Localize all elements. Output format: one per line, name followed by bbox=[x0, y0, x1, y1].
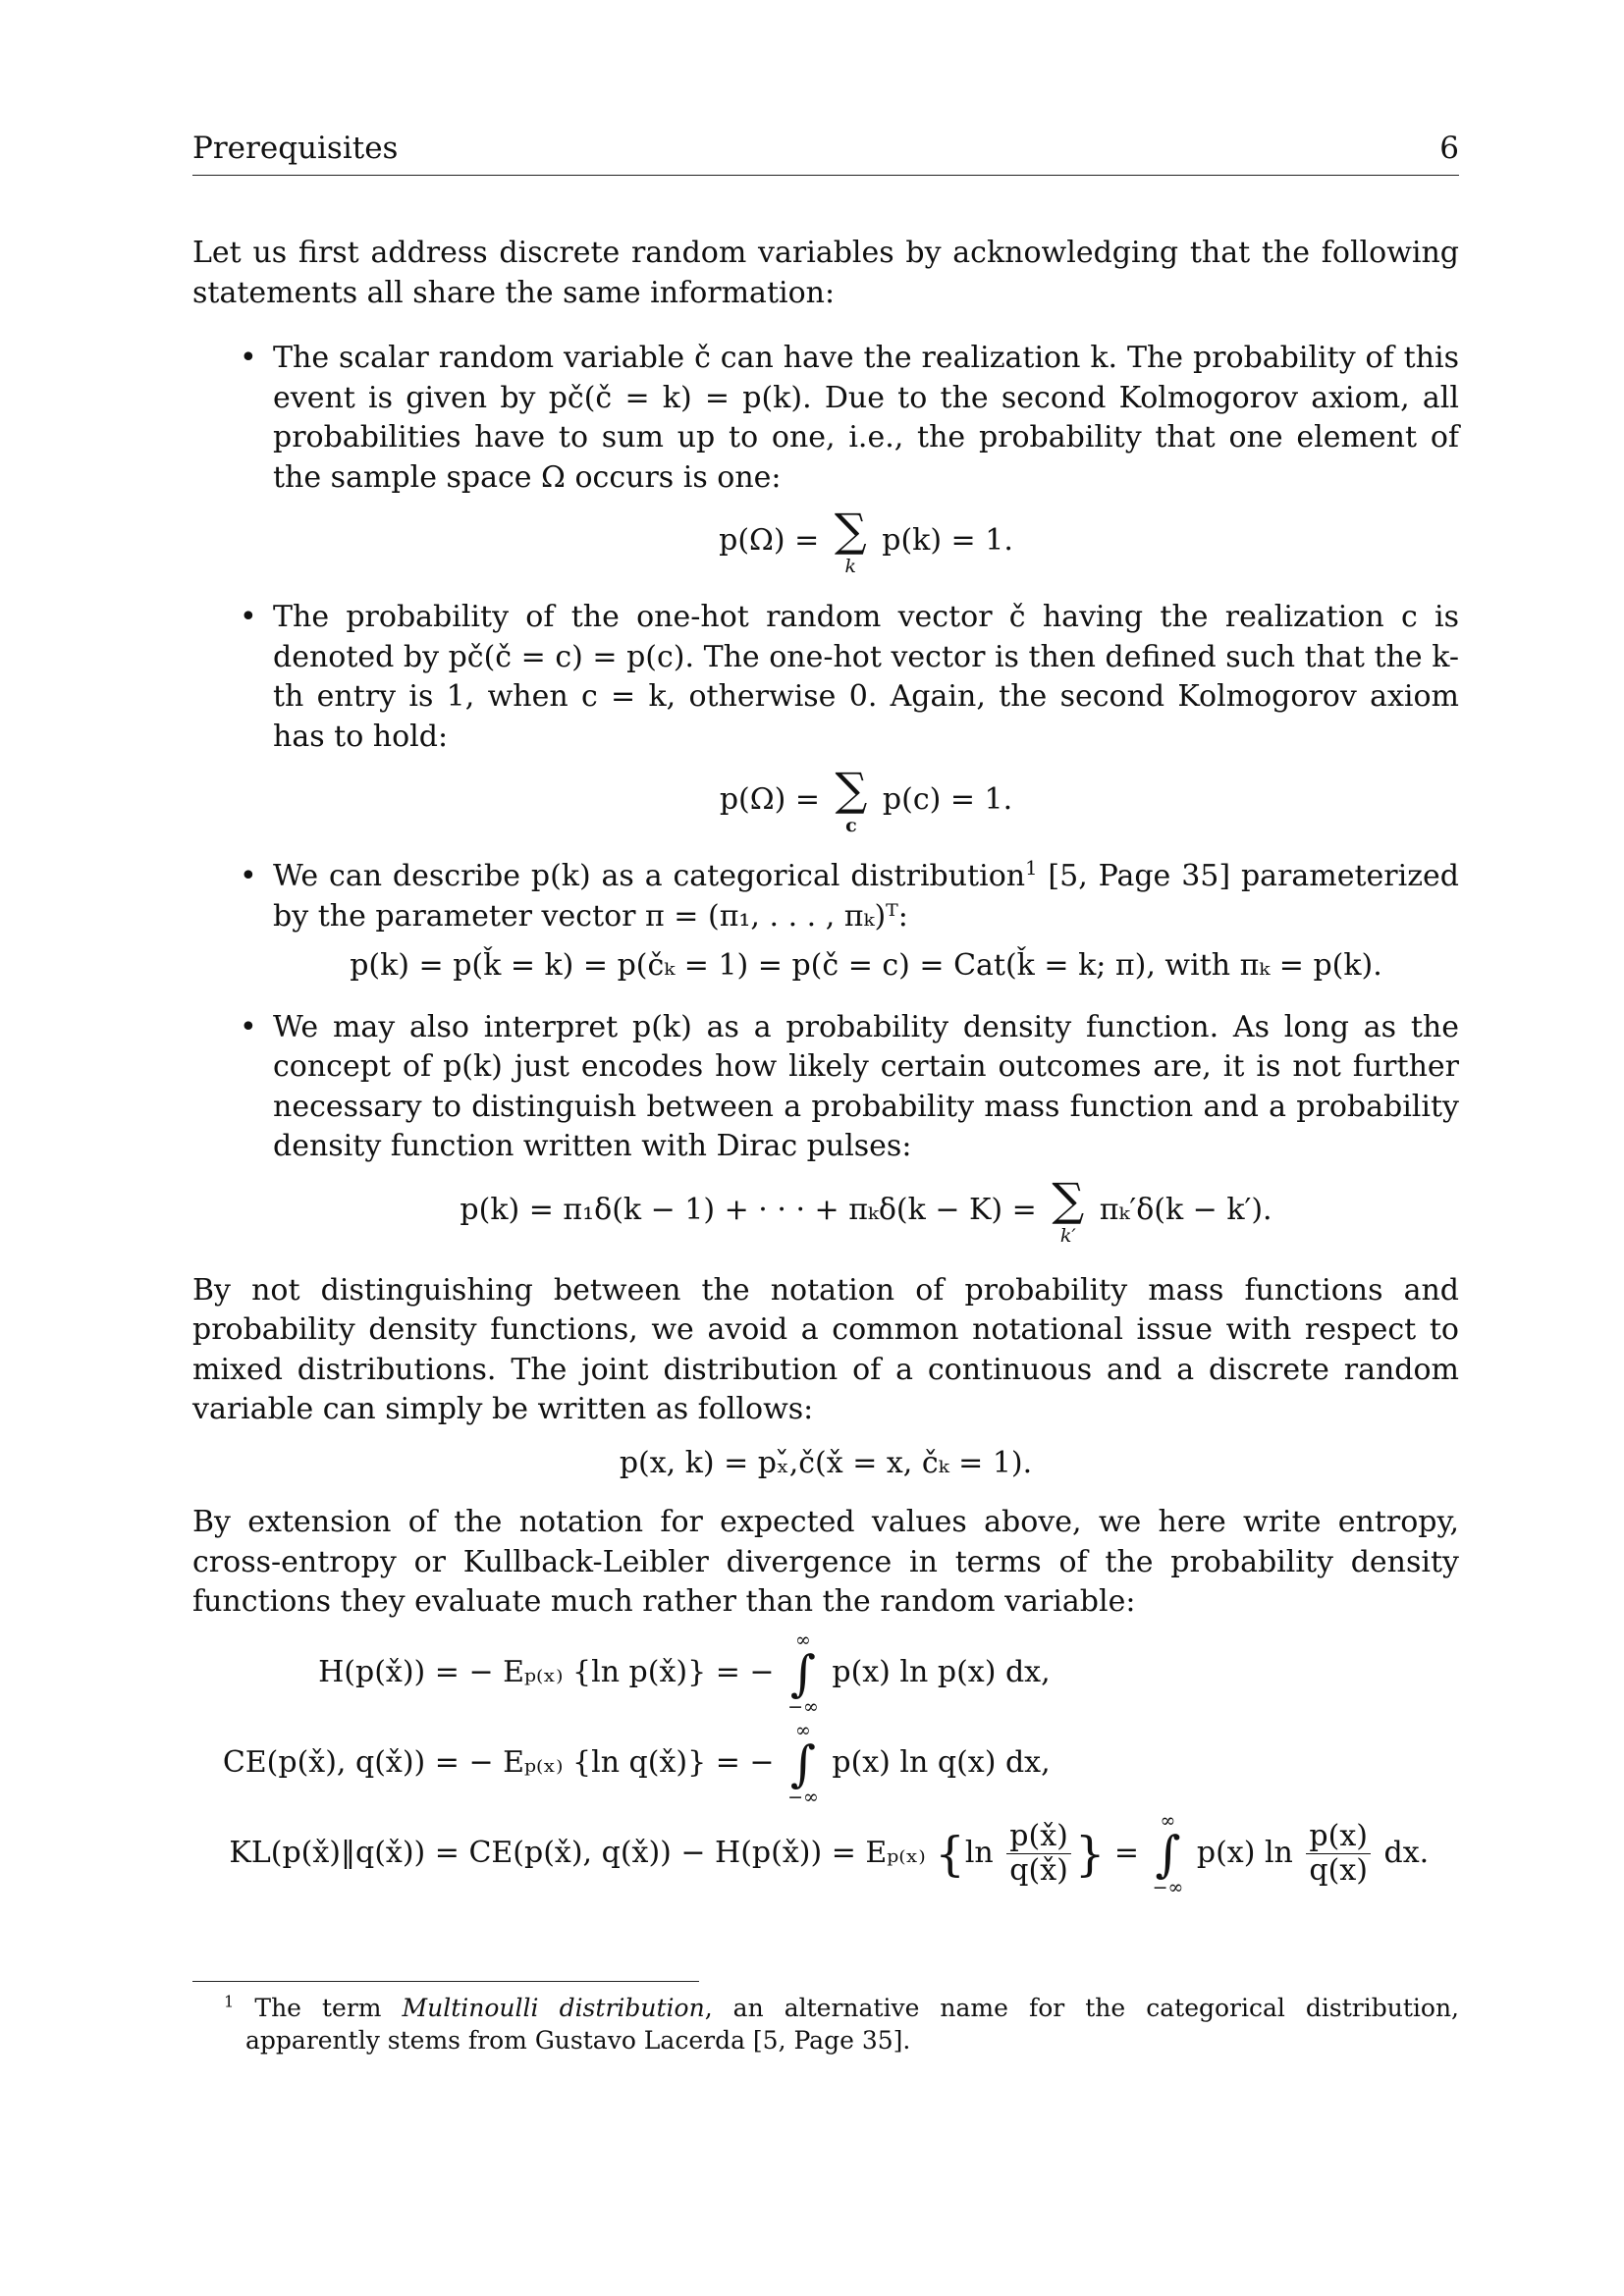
eq-rhs-text: − Eₚ₍ₓ₎ {ln p(x̌)} = − bbox=[468, 1654, 775, 1689]
sum-operator: ∑ c bbox=[835, 763, 868, 836]
bullet-list bbox=[192, 339, 1459, 1246]
eq-end: dx. bbox=[1383, 1835, 1430, 1870]
footnote-ref[interactable]: 1 bbox=[1025, 857, 1038, 880]
bullet-item-scalar bbox=[192, 339, 1459, 576]
eq-rhs bbox=[460, 1719, 1429, 1809]
eq-lhs: CE(p(x̌), q(x̌)) = bbox=[222, 1745, 460, 1781]
equation-categorical: p(k) = p(ǩ = k) = p(čₖ = 1) = p(č = c) = Cat(ǩ = k; π), with πₖ = p(k). bbox=[350, 948, 1382, 983]
equation-dirac bbox=[273, 1172, 1459, 1247]
intro-paragraph: Let us first address discrete random variables by acknowledging that the following statements all share the same information: bbox=[192, 236, 1459, 310]
paragraph-mixed: By not distinguishing between the notation of probability mass functions and probability density functions, we avoid a common notational issue with respect to mixed distributions. The joint distribution of a continuous and a discrete random variable can simply be written as follows: bbox=[192, 1272, 1459, 1426]
equation-row-entropy bbox=[223, 1629, 1429, 1719]
equation-row-cross-entropy bbox=[223, 1719, 1429, 1809]
eq-integrand: p(x) ln q(x) dx, bbox=[832, 1744, 1051, 1780]
bullet-item-density bbox=[192, 1008, 1459, 1246]
eq-lhs: p(Ω) = bbox=[719, 523, 820, 558]
int-lower: −∞ bbox=[787, 1695, 819, 1718]
bullet-text: • We may also interpret p(k) as a probability density function. As long as the concept of p(k) just encodes how likely certain outcomes are, it is not further necessary to distinguish between a probability mass function and a probability density function written with Dirac pulses: bbox=[273, 1009, 1459, 1163]
eq-lhs: p(Ω) = bbox=[719, 782, 820, 817]
eq-equals: = bbox=[1113, 1835, 1140, 1870]
eq-rhs-text: − Eₚ₍ₓ₎ {ln q(x̌)} = − bbox=[468, 1744, 775, 1780]
eq-rhs: CE(p(x̌), q(x̌)) − H(p(x̌)) = Eₚ₍ₓ₎ {ln $\frac{p(x̌)}{q(x̌)}$ } = ∞ ∫ −∞ p(x) ln $\frac{p(x)}{q(x)}$ dx. bbox=[468, 1809, 1430, 1898]
equation-row-kl bbox=[223, 1809, 1429, 1899]
eq-rhs: p(k) = 1. bbox=[882, 523, 1013, 558]
denominator: q(x) bbox=[1309, 1853, 1368, 1888]
int-lower: −∞ bbox=[787, 1786, 819, 1808]
bullet-text: • The scalar random variable č can have the realization k. The probability of this event is given by pč(č = k) = p(k). Due to the second Kolmogorov axiom, all probabilities have to sum up to one, i.e., the probability that one element of the sample space Ω occurs is one: bbox=[273, 341, 1459, 495]
page-number: 6 bbox=[1439, 131, 1459, 166]
bullet-text bbox=[273, 857, 1459, 936]
int-upper: ∞ bbox=[1160, 1809, 1176, 1832]
equation-joint: p(x, k) = pₓ̌,č(x̌ = x, čₖ = 1). bbox=[619, 1445, 1033, 1480]
sum-index: c bbox=[845, 815, 857, 836]
int-lower: −∞ bbox=[1152, 1876, 1184, 1898]
footnote-lead: The term bbox=[254, 1994, 382, 2022]
numerator: p(x̌) bbox=[1006, 1820, 1071, 1854]
bullet-text: • The probability of the one-hot random vector č having the realization c is denoted by pč(č = c) = p(c). The one-hot vector is then defined such that the k-th entry is 1, when c = k, otherwise 0. Again, the second Kolmogorov axiom has to hold: bbox=[273, 600, 1459, 754]
eq-lhs: KL(p(x̌)‖q(x̌)) = bbox=[229, 1836, 460, 1871]
sum-operator: ∑ k′ bbox=[1052, 1172, 1085, 1247]
eq-ln: ln bbox=[964, 1835, 994, 1870]
integral-sign: ∞ ∫ −∞ bbox=[787, 1719, 819, 1808]
running-title: Prerequisites bbox=[192, 131, 399, 166]
footnote-rest: , an alternative name for the categorical distribution, apparently stems from Gustavo Lacerda [5, Page 35]. bbox=[245, 1994, 1459, 2055]
running-head bbox=[192, 132, 1459, 176]
int-upper: ∞ bbox=[795, 1629, 811, 1651]
int-upper: ∞ bbox=[795, 1719, 811, 1741]
bullet-text-lead: We can describe p(k) as a categorical distribution bbox=[273, 859, 1026, 893]
bullet-item-categorical bbox=[192, 857, 1459, 987]
numerator: p(x) bbox=[1306, 1820, 1371, 1854]
eq-rhs-text: CE(p(x̌), q(x̌)) − H(p(x̌)) = Eₚ₍ₓ₎ bbox=[468, 1835, 926, 1870]
sum-index: k′ bbox=[1059, 1224, 1076, 1247]
body-text bbox=[192, 234, 1459, 1899]
integral-sign: ∞ ∫ −∞ bbox=[787, 1629, 819, 1718]
eq-lhs: p(k) = π₁δ(k − 1) + · · · + πₖδ(k − K) = bbox=[460, 1192, 1037, 1227]
fraction bbox=[1306, 1820, 1371, 1888]
eq-integrand: p(x) ln p(x) dx, bbox=[832, 1654, 1051, 1689]
sum-operator: ∑ k bbox=[834, 504, 867, 577]
eq-lhs: H(p(x̌)) = bbox=[318, 1655, 460, 1690]
equation-entropy-block bbox=[223, 1629, 1429, 1899]
integral-sign: ∞ ∫ −∞ bbox=[1152, 1809, 1184, 1898]
footnote-rule bbox=[192, 1981, 699, 1982]
footnote-mark: 1 bbox=[224, 1992, 235, 2011]
footnote bbox=[192, 1992, 1459, 2056]
bullet-text-rest: [5, Page 35] parameterized by the parameter vector π = (π₁, . . . , πₖ)ᵀ: bbox=[273, 859, 1459, 934]
page bbox=[192, 0, 1459, 2296]
eq-integrand: p(x) ln bbox=[1196, 1835, 1293, 1870]
equation-sum-c bbox=[273, 763, 1459, 836]
bullet-item-onehot bbox=[192, 598, 1459, 835]
footnote-term: Multinoulli distribution bbox=[402, 1994, 705, 2022]
equation-sum-k bbox=[273, 504, 1459, 577]
fraction bbox=[1006, 1820, 1071, 1888]
paragraph-entropy: By extension of the notation for expected values above, we here write entropy, cross-entropy or Kullback-Leibler divergence in terms of the probability density functions they evaluate much rather than the random variable: bbox=[192, 1505, 1459, 1619]
eq-rhs: πₖ′δ(k − k′). bbox=[1099, 1192, 1272, 1227]
sum-index: k bbox=[844, 556, 857, 577]
denominator: q(x̌) bbox=[1009, 1853, 1068, 1888]
eq-rhs bbox=[460, 1629, 1429, 1719]
eq-rhs: p(c) = 1. bbox=[882, 782, 1013, 817]
